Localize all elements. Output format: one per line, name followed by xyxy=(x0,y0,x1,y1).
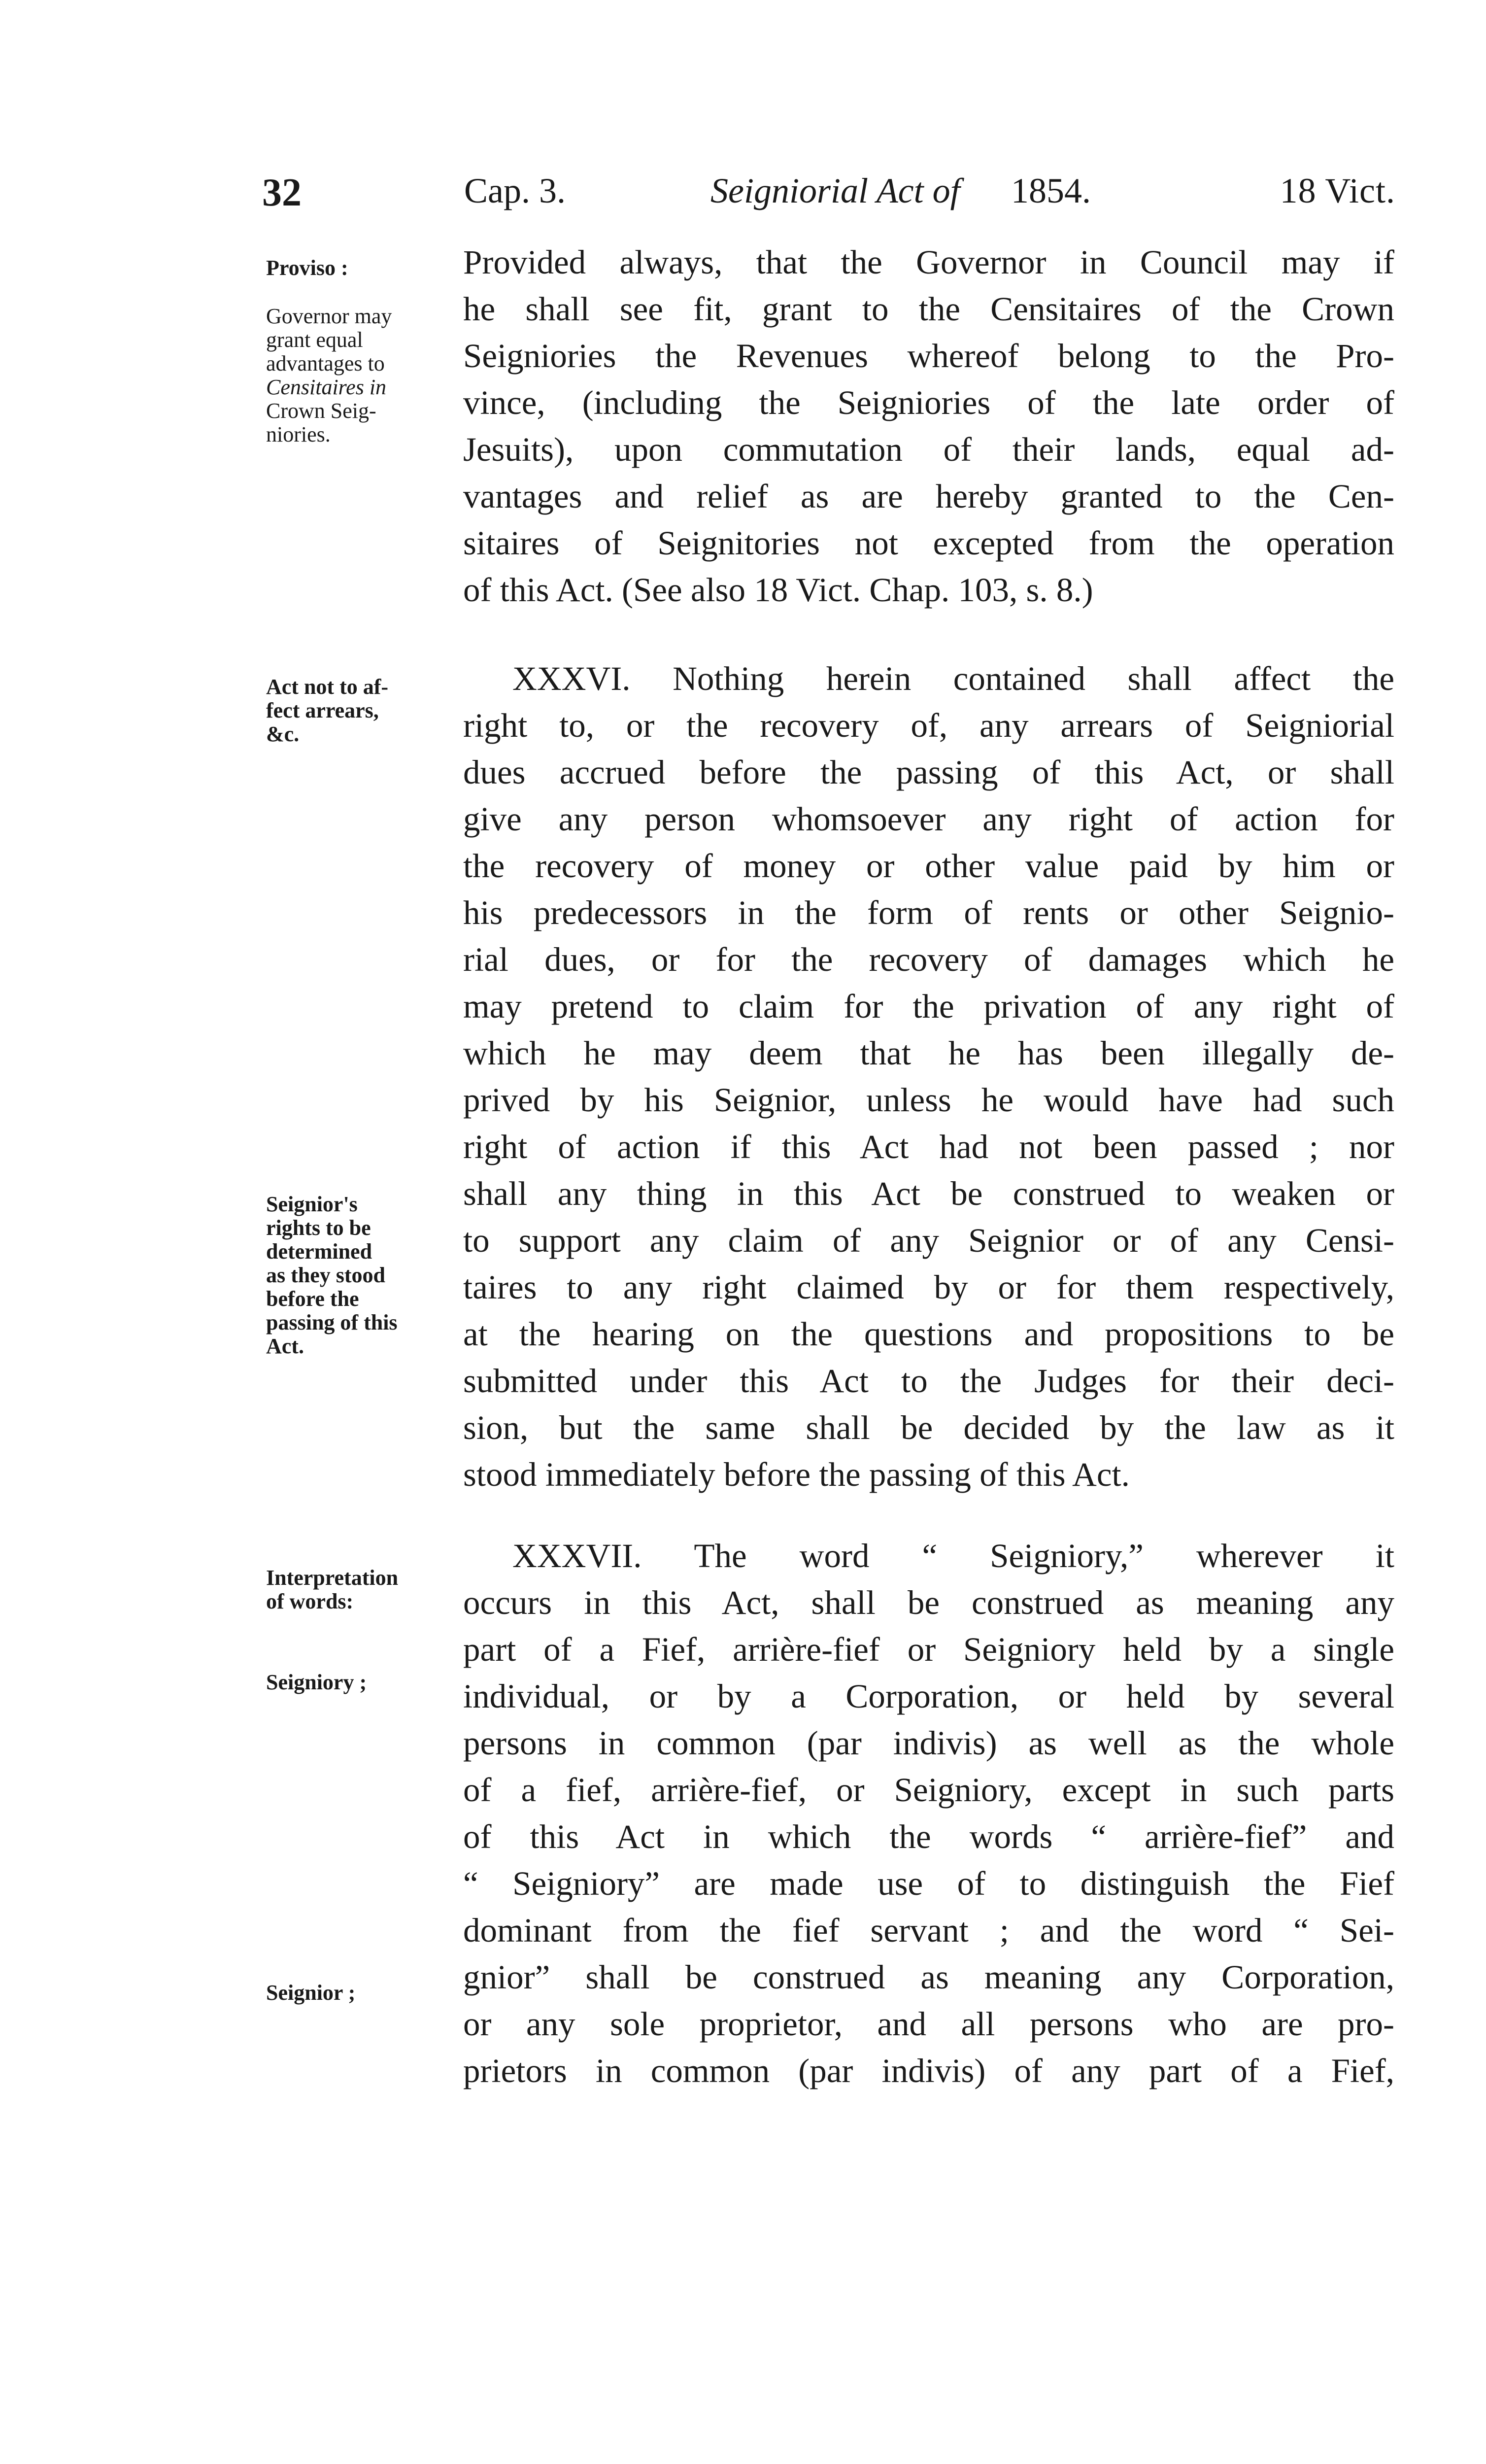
text-line: may pretend to claim for the privation of any right of xyxy=(463,988,1394,1025)
text-line: give any person whomsoever any right of action for xyxy=(463,800,1394,838)
regnal-year: 18 Vict. xyxy=(1280,171,1395,210)
text-line: stood immediately before the passing of this Act. xyxy=(463,1456,1130,1493)
margin-note-arrears: Act not to af- fect arrears, &c. xyxy=(266,675,389,746)
text-line: taires to any right claimed by or for them respectively, xyxy=(463,1268,1394,1306)
text-line: sion, but the same shall be decided by the law as it xyxy=(463,1409,1394,1446)
text-line: of this Act. (See also 18 Vict. Chap. 103, s. 8.) xyxy=(463,571,1093,609)
text-line: right to, or the recovery of, any arrears of Seigniorial xyxy=(463,707,1394,744)
margin-note-seignior: Seignior ; xyxy=(266,1981,356,2005)
text-line: rial dues, or for the recovery of damages which he xyxy=(463,941,1394,978)
text-line: of a fief, arrière-fief, or Seigniory, except in such parts xyxy=(463,1771,1394,1809)
text-line: vince, (including the Seigniories of the late order of xyxy=(463,384,1394,421)
text-line: sitaires of Seignitories not excepted from the operation xyxy=(463,524,1394,562)
text-line: occurs in this Act, shall be construed as meaning any xyxy=(463,1584,1394,1621)
chapter-label: Cap. 3. xyxy=(464,171,566,210)
text-line: dominant from the fief servant ; and the word “ Sei- xyxy=(463,1912,1394,1949)
text-line: vantages and relief as are hereby granted to the Cen- xyxy=(463,478,1394,515)
text-line: part of a Fief, arrière-fief or Seigniory held by a single xyxy=(463,1631,1394,1668)
text-line: prived by his Seignior, unless he would have had such xyxy=(463,1081,1394,1119)
text-line: XXXVII. The word “ Seigniory,” wherever it xyxy=(512,1537,1394,1574)
text-line: Jesuits), upon commutation of their lands, equal ad- xyxy=(463,431,1394,468)
text-line: his predecessors in the form of rents or other Seignio- xyxy=(463,894,1394,931)
text-line: Provided always, that the Governor in Council may if xyxy=(463,243,1394,281)
text-line: Seigniories the Revenues whereof belong to the Pro- xyxy=(463,337,1394,375)
paragraph-section-36 xyxy=(463,655,1394,1498)
paragraph-proviso xyxy=(463,239,1394,614)
page-number: 32 xyxy=(262,171,302,214)
paragraph-section-37 xyxy=(463,1533,1394,2094)
margin-note-seignior-rights: Seignior's rights to be determined as they stood before the passing of this Act. xyxy=(266,1192,398,1358)
act-title: Seigniorial Act of xyxy=(710,171,960,210)
text-line: at the hearing on the questions and propositions to be xyxy=(463,1315,1394,1353)
text-line: “ Seigniory” are made use of to distinguish the Fief xyxy=(463,1865,1394,1902)
text-line: submitted under this Act to the Judges for their deci- xyxy=(463,1362,1394,1400)
text-line: prietors in common (par indivis) of any part of a Fief, xyxy=(463,2052,1394,2089)
margin-note-proviso: Proviso : xyxy=(266,256,348,280)
margin-note-seigniory: Seigniory ; xyxy=(266,1670,367,1694)
text-line: dues accrued before the passing of this Act, or shall xyxy=(463,753,1394,791)
running-header xyxy=(262,171,1395,230)
text-line: right of action if this Act had not been passed ; nor xyxy=(463,1128,1394,1165)
text-line: gnior” shall be construed as meaning any Corporation, xyxy=(463,1958,1394,1996)
text-line: individual, or by a Corporation, or held by several xyxy=(463,1677,1394,1715)
text-line: he shall see fit, grant to the Censitaires of the Crown xyxy=(463,290,1394,328)
text-line: or any sole proprietor, and all persons who are pro- xyxy=(463,2005,1394,2043)
text-line: to support any claim of any Seignior or of any Censi- xyxy=(463,1222,1394,1259)
text-line: XXXVI. Nothing herein contained shall affect the xyxy=(512,660,1394,697)
margin-note-interpretation: Interpretation of words: xyxy=(266,1566,399,1613)
text-line: persons in common (par indivis) as well as the whole xyxy=(463,1724,1394,1762)
text-line: of this Act in which the words “ arrière-fief” and xyxy=(463,1818,1394,1855)
act-year: 1854. xyxy=(1011,171,1091,210)
text-line: which he may deem that he has been illegally de- xyxy=(463,1034,1394,1072)
text-line: the recovery of money or other value paid by him or xyxy=(463,847,1394,885)
margin-note-governor: Governor may grant equal advantages to Censitaires in Crown Seig- niories. xyxy=(266,304,392,446)
text-line: shall any thing in this Act be construed to weaken or xyxy=(463,1175,1394,1212)
